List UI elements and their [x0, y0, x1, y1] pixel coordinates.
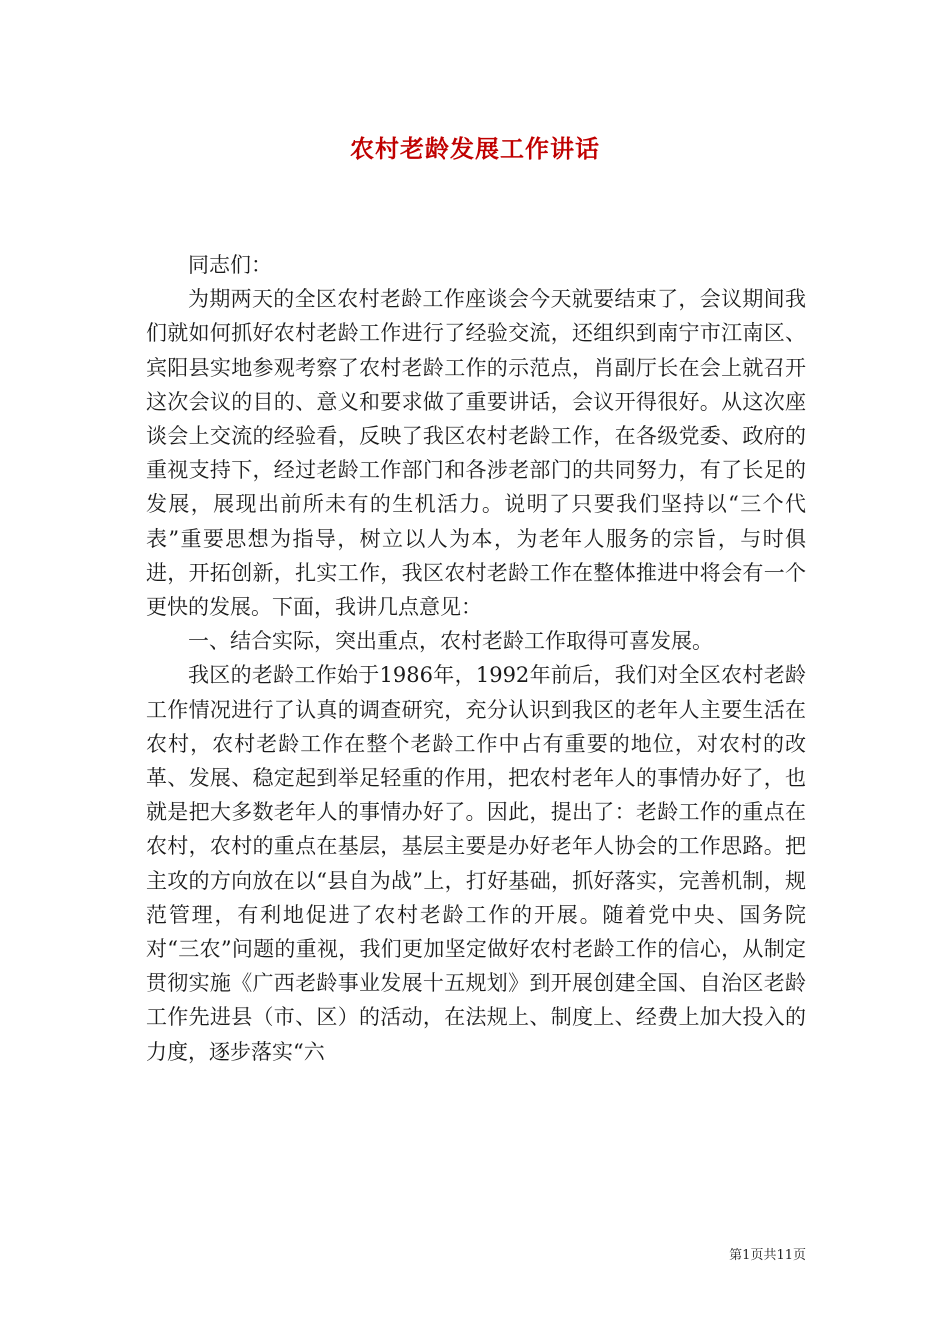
- section-1-paragraph: 我区的老龄工作始于1986年，1992年前后，我们对全区农村老龄工作情况进行了认真的调查研究，充分认识到我区的老年人主要生活在农村，农村老龄工作在整个老龄工作中占有重要的地位，对农村的改革、发展、稳定起到举足轻重的作用，把农村老年人的事情办好了，也就是把大多数老年人的事情办好了。因此，提出了：老龄工作的重点在农村，农村的重点在基层，基层主要是办好老年人协会的工作思路。把主攻的方向放在以“县自为战”上，打好基础，抓好落实，完善机制，规范管理，有利地促进了农村老龄工作的开展。随着党中央、国务院对“三农”问题的重视，我们更加坚定做好农村老龄工作的信心，从制定贯彻实施《广西老龄事业发展十五规划》到开展创建全国、自治区老龄工作先进县（市、区）的活动，在法规上、制度上、经费上加大投入的力度，逐步落实“六: [146, 663, 806, 1064]
- salutation-paragraph: 同志们：: [188, 253, 272, 277]
- document-title: 农村老龄发展工作讲话: [350, 134, 600, 163]
- section-heading-1: 一、结合实际，突出重点，农村老龄工作取得可喜发展。: [188, 629, 713, 654]
- intro-paragraph: 为期两天的全区农村老龄工作座谈会今天就要结束了，会议期间我们就如何抓好农村老龄工作进行了经验交流，还组织到南宁市江南区、宾阳县实地参观考察了农村老龄工作的示范点，肖副厅长在会上就召开这次会议的目的、意义和要求做了重要讲话，会议开得很好。从这次座谈会上交流的经验看，反映了我区农村老龄工作，在各级党委、政府的重视支持下，经过老龄工作部门和各涉老部门的共同努力，有了长足的发展，展现出前所未有的生机活力。说明了只要我们坚持以“三个代表”重要思想为指导，树立以人为本，为老年人服务的宗旨，与时俱进，开拓创新，扎实工作，我区农村老龄工作在整体推进中将会有一个更快的发展。下面，我讲几点意见：: [146, 287, 806, 620]
- document-body: [146, 248, 806, 1069]
- page-footer: 第1页共11页: [729, 1248, 806, 1263]
